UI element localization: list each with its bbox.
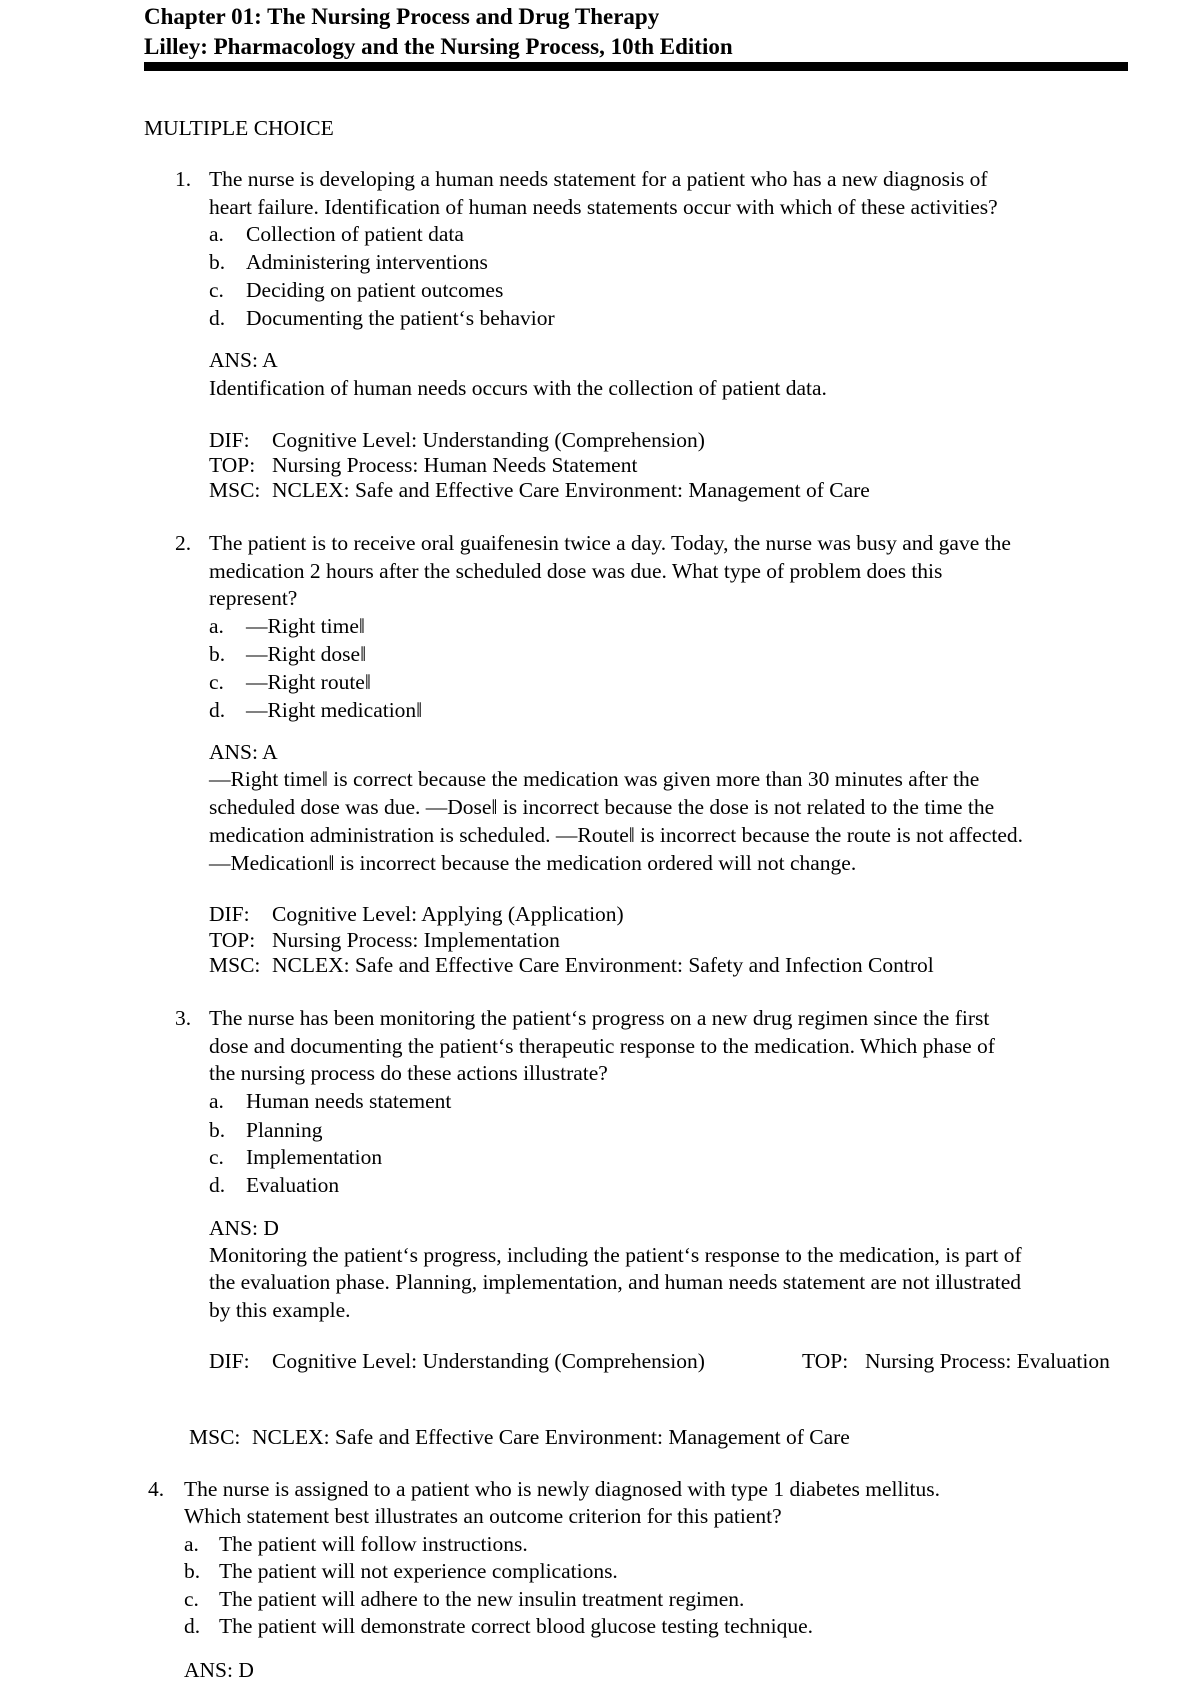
rationale: —Medication‖ is incorrect because the medication ordered will not change. bbox=[209, 851, 857, 875]
question-stem: The nurse is developing a human needs statement for a patient who has a new diagnosis of bbox=[209, 167, 988, 191]
question-stem: the nursing process do these actions illustrate? bbox=[209, 1061, 608, 1085]
msc-label: MSC: bbox=[209, 953, 261, 977]
rationale: by this example. bbox=[209, 1298, 351, 1322]
msc-label: MSC: bbox=[189, 1425, 241, 1449]
rationale: Monitoring the patient‘s progress, including the patient‘s response to the medication, is part of bbox=[209, 1243, 1022, 1267]
question-number: 1. bbox=[175, 167, 192, 191]
option-letter: c. bbox=[184, 1587, 199, 1611]
top-label: TOP: bbox=[209, 928, 256, 952]
question-stem: dose and documenting the patient‘s therapeutic response to the medication. Which phase of bbox=[209, 1034, 995, 1058]
option-text: Human needs statement bbox=[246, 1089, 452, 1113]
chapter-title: Chapter 01: The Nursing Process and Drug Therapy bbox=[144, 4, 660, 29]
section-heading: MULTIPLE CHOICE bbox=[144, 116, 334, 140]
option-letter: d. bbox=[209, 698, 226, 722]
question-number: 3. bbox=[175, 1006, 192, 1030]
option-text: Evaluation bbox=[246, 1173, 340, 1197]
option-text: The patient will follow instructions. bbox=[219, 1532, 528, 1556]
option-letter: a. bbox=[209, 222, 224, 246]
top-label: TOP: bbox=[802, 1349, 849, 1373]
rationale: the evaluation phase. Planning, implementation, and human needs statement are not illustrated bbox=[209, 1270, 1022, 1294]
question-stem: medication 2 hours after the scheduled dose was due. What type of problem does this bbox=[209, 559, 943, 583]
option-letter: c. bbox=[209, 1145, 224, 1169]
option-letter: c. bbox=[209, 278, 224, 302]
msc-value: NCLEX: Safe and Effective Care Environment: Safety and Infection Control bbox=[272, 953, 934, 977]
option-text: —Right medication‖ bbox=[246, 698, 423, 722]
dif-value: Cognitive Level: Understanding (Comprehension) bbox=[272, 1349, 705, 1373]
top-label: TOP: bbox=[209, 453, 256, 477]
rationale: medication administration is scheduled. —Route‖ is incorrect because the route is not affected. bbox=[209, 823, 1024, 847]
dif-value: Cognitive Level: Understanding (Comprehension) bbox=[272, 428, 705, 452]
option-text: —Right route‖ bbox=[246, 670, 371, 694]
option-text: Planning bbox=[246, 1118, 323, 1142]
option-letter: d. bbox=[209, 1173, 226, 1197]
dif-label: DIF: bbox=[209, 902, 250, 926]
top-value: Nursing Process: Evaluation bbox=[865, 1349, 1110, 1373]
option-text: —Right time‖ bbox=[246, 614, 365, 638]
option-text: —Right dose‖ bbox=[246, 642, 367, 666]
option-text: Administering interventions bbox=[246, 250, 488, 274]
msc-value: NCLEX: Safe and Effective Care Environment: Management of Care bbox=[272, 478, 870, 502]
option-text: The patient will adhere to the new insulin treatment regimen. bbox=[219, 1587, 745, 1611]
msc-label: MSC: bbox=[209, 478, 261, 502]
option-letter: a. bbox=[184, 1532, 199, 1556]
answer: ANS: D bbox=[209, 1216, 279, 1240]
option-letter: b. bbox=[209, 250, 226, 274]
question-stem: The nurse is assigned to a patient who is newly diagnosed with type 1 diabetes mellitus. bbox=[184, 1477, 940, 1501]
dif-value: Cognitive Level: Applying (Application) bbox=[272, 902, 624, 926]
dif-label: DIF: bbox=[209, 1349, 250, 1373]
option-text: The patient will demonstrate correct blood glucose testing technique. bbox=[219, 1614, 814, 1638]
option-letter: a. bbox=[209, 1089, 224, 1113]
option-letter: a. bbox=[209, 614, 224, 638]
answer: ANS: D bbox=[184, 1658, 254, 1682]
msc-value: NCLEX: Safe and Effective Care Environment: Management of Care bbox=[252, 1425, 850, 1449]
question-number: 4. bbox=[148, 1477, 165, 1501]
option-letter: d. bbox=[209, 306, 226, 330]
rationale: Identification of human needs occurs with the collection of patient data. bbox=[209, 376, 827, 400]
book-title: Lilley: Pharmacology and the Nursing Process, 10th Edition bbox=[144, 34, 733, 59]
top-value: Nursing Process: Implementation bbox=[272, 928, 560, 952]
answer: ANS: A bbox=[209, 348, 278, 372]
header-rule bbox=[144, 62, 1128, 71]
option-text: Implementation bbox=[246, 1145, 383, 1169]
option-text: Documenting the patient‘s behavior bbox=[246, 306, 555, 330]
question-stem: Which statement best illustrates an outcome criterion for this patient? bbox=[184, 1504, 782, 1528]
option-letter: b. bbox=[209, 1118, 226, 1142]
rationale: scheduled dose was due. —Dose‖ is incorrect because the dose is not related to the time the bbox=[209, 795, 995, 819]
dif-label: DIF: bbox=[209, 428, 250, 452]
top-value: Nursing Process: Human Needs Statement bbox=[272, 453, 638, 477]
option-letter: d. bbox=[184, 1614, 201, 1638]
rationale: —Right time‖ is correct because the medication was given more than 30 minutes after the bbox=[209, 767, 980, 791]
question-stem: The patient is to receive oral guaifenesin twice a day. Today, the nurse was busy and gave the bbox=[209, 531, 1011, 555]
option-letter: b. bbox=[184, 1559, 201, 1583]
question-number: 2. bbox=[175, 531, 192, 555]
question-stem: The nurse has been monitoring the patient‘s progress on a new drug regimen since the first bbox=[209, 1006, 990, 1030]
option-text: Collection of patient data bbox=[246, 222, 464, 246]
option-letter: c. bbox=[209, 670, 224, 694]
option-text: Deciding on patient outcomes bbox=[246, 278, 504, 302]
question-stem: heart failure. Identification of human needs statements occur with which of these activities? bbox=[209, 195, 998, 219]
question-stem: represent? bbox=[209, 586, 298, 610]
answer: ANS: A bbox=[209, 740, 278, 764]
option-letter: b. bbox=[209, 642, 226, 666]
option-text: The patient will not experience complications. bbox=[219, 1559, 618, 1583]
